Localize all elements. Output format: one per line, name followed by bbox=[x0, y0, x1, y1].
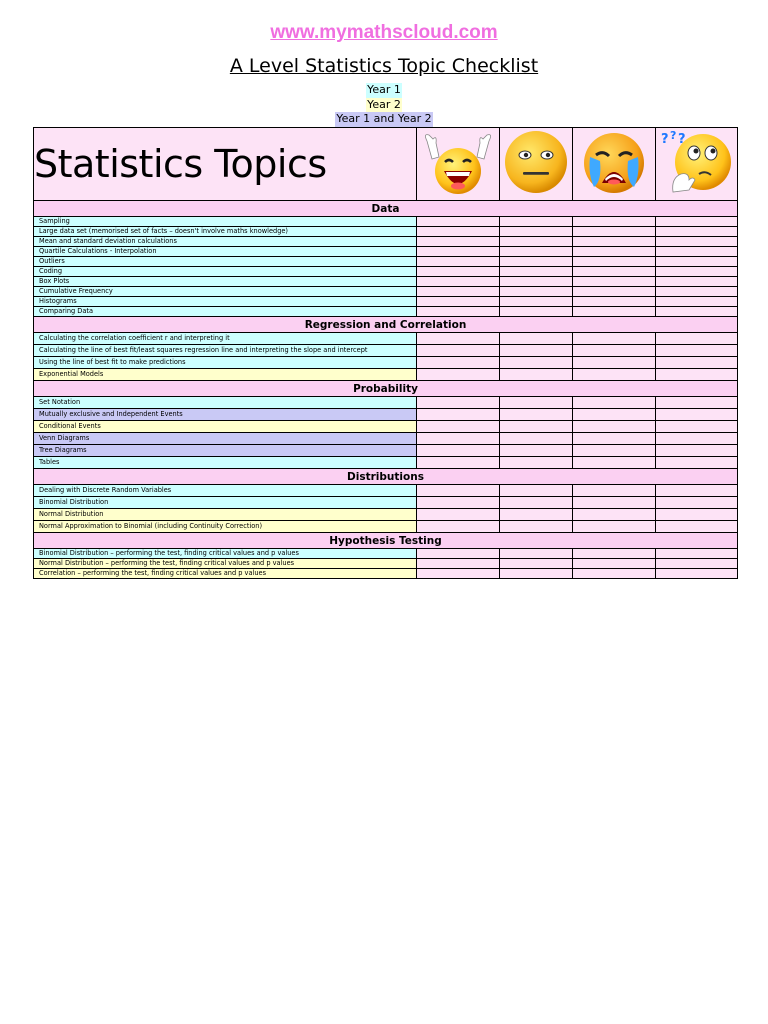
topic-name: Coding bbox=[34, 267, 417, 277]
crying-checkbox-cell[interactable] bbox=[573, 445, 656, 457]
section-title: Probability bbox=[34, 381, 738, 397]
neutral-checkbox-cell[interactable] bbox=[500, 521, 573, 533]
neutral-checkbox-cell[interactable] bbox=[500, 227, 573, 237]
confident-checkbox-cell[interactable] bbox=[417, 357, 500, 369]
crying-checkbox-cell[interactable] bbox=[573, 227, 656, 237]
table-row bbox=[34, 357, 738, 369]
confident-checkbox-cell[interactable] bbox=[417, 485, 500, 497]
confused-checkbox-cell[interactable] bbox=[656, 307, 738, 317]
neutral-checkbox-cell[interactable] bbox=[500, 445, 573, 457]
crying-checkbox-cell[interactable] bbox=[573, 369, 656, 381]
topic-name: Normal Approximation to Binomial (including Continuity Correction) bbox=[34, 521, 417, 533]
crying-checkbox-cell[interactable] bbox=[573, 297, 656, 307]
crying-face-icon bbox=[578, 131, 650, 197]
crying-checkbox-cell[interactable] bbox=[573, 267, 656, 277]
confident-checkbox-cell[interactable] bbox=[417, 433, 500, 445]
crying-checkbox-cell[interactable] bbox=[573, 549, 656, 559]
confused-checkbox-cell[interactable] bbox=[656, 509, 738, 521]
table-row bbox=[34, 333, 738, 345]
section-header-row bbox=[34, 533, 738, 549]
table-row bbox=[34, 227, 738, 237]
crying-checkbox-cell[interactable] bbox=[573, 217, 656, 227]
topic-name: Conditional Events bbox=[34, 421, 417, 433]
confident-checkbox-cell[interactable] bbox=[417, 497, 500, 509]
confused-checkbox-cell[interactable] bbox=[656, 287, 738, 297]
confident-checkbox-cell[interactable] bbox=[417, 569, 500, 579]
confident-checkbox-cell[interactable] bbox=[417, 287, 500, 297]
neutral-checkbox-cell[interactable] bbox=[500, 217, 573, 227]
crying-checkbox-cell[interactable] bbox=[573, 277, 656, 287]
neutral-checkbox-cell[interactable] bbox=[500, 369, 573, 381]
table-row bbox=[34, 559, 738, 569]
topic-name: Tables bbox=[34, 457, 417, 469]
topic-name: Large data set (memorised set of facts – doesn't involve maths knowledge) bbox=[34, 227, 417, 237]
table-row bbox=[34, 217, 738, 227]
neutral-checkbox-cell[interactable] bbox=[500, 433, 573, 445]
table-row bbox=[34, 433, 738, 445]
thinking-face-icon bbox=[659, 130, 735, 198]
crying-checkbox-cell[interactable] bbox=[573, 497, 656, 509]
neutral-checkbox-cell[interactable] bbox=[500, 421, 573, 433]
crying-checkbox-cell[interactable] bbox=[573, 569, 656, 579]
topic-name: Using the line of best fit to make predictions bbox=[34, 357, 417, 369]
table-row bbox=[34, 345, 738, 357]
section-title: Regression and Correlation bbox=[34, 317, 738, 333]
confident-checkbox-cell[interactable] bbox=[417, 217, 500, 227]
table-row bbox=[34, 509, 738, 521]
neutral-checkbox-cell[interactable] bbox=[500, 267, 573, 277]
confused-checkbox-cell[interactable] bbox=[656, 485, 738, 497]
key-year2: Year 2 bbox=[367, 97, 401, 111]
crying-checkbox-cell[interactable] bbox=[573, 257, 656, 267]
section-title: Hypothesis Testing bbox=[34, 533, 738, 549]
table-row bbox=[34, 397, 738, 409]
confused-checkbox-cell[interactable] bbox=[656, 433, 738, 445]
confused-checkbox-cell[interactable] bbox=[656, 445, 738, 457]
confused-checkbox-cell[interactable] bbox=[656, 497, 738, 509]
confused-checkbox-cell[interactable] bbox=[656, 257, 738, 267]
neutral-checkbox-cell[interactable] bbox=[500, 345, 573, 357]
crying-checkbox-cell[interactable] bbox=[573, 559, 656, 569]
neutral-face-icon bbox=[502, 131, 570, 197]
table-row bbox=[34, 237, 738, 247]
confused-checkbox-cell[interactable] bbox=[656, 333, 738, 345]
topic-checklist-table bbox=[33, 127, 738, 579]
confused-checkbox-cell[interactable] bbox=[656, 247, 738, 257]
topic-name: Sampling bbox=[34, 217, 417, 227]
table-header-row bbox=[34, 128, 738, 201]
table-row bbox=[34, 421, 738, 433]
topic-name: Mutually exclusive and Independent Events bbox=[34, 409, 417, 421]
confident-checkbox-cell[interactable] bbox=[417, 267, 500, 277]
table-row bbox=[34, 277, 738, 287]
confident-checkbox-cell[interactable] bbox=[417, 397, 500, 409]
confident-checkbox-cell[interactable] bbox=[417, 333, 500, 345]
confident-checkbox-cell[interactable] bbox=[417, 445, 500, 457]
neutral-checkbox-cell[interactable] bbox=[500, 397, 573, 409]
confident-checkbox-cell[interactable] bbox=[417, 307, 500, 317]
neutral-checkbox-cell[interactable] bbox=[500, 549, 573, 559]
crying-checkbox-cell[interactable] bbox=[573, 345, 656, 357]
neutral-checkbox-cell[interactable] bbox=[500, 247, 573, 257]
confident-checkbox-cell[interactable] bbox=[417, 227, 500, 237]
crying-checkbox-cell[interactable] bbox=[573, 357, 656, 369]
crying-checkbox-cell[interactable] bbox=[573, 307, 656, 317]
confident-checkbox-cell[interactable] bbox=[417, 277, 500, 287]
confused-checkbox-cell[interactable] bbox=[656, 559, 738, 569]
neutral-checkbox-cell[interactable] bbox=[500, 257, 573, 267]
confused-checkbox-cell[interactable] bbox=[656, 549, 738, 559]
crying-checkbox-cell[interactable] bbox=[573, 421, 656, 433]
table-row bbox=[34, 445, 738, 457]
year-key bbox=[0, 83, 768, 127]
page-title: A Level Statistics Topic Checklist bbox=[229, 55, 539, 77]
section-header-row bbox=[34, 317, 738, 333]
crying-checkbox-cell[interactable] bbox=[573, 237, 656, 247]
confused-checkbox-cell[interactable] bbox=[656, 277, 738, 287]
confused-checkbox-cell[interactable] bbox=[656, 369, 738, 381]
confident-checkbox-cell[interactable] bbox=[417, 345, 500, 357]
neutral-column-header bbox=[500, 128, 573, 201]
neutral-checkbox-cell[interactable] bbox=[500, 559, 573, 569]
topic-name: Exponential Models bbox=[34, 369, 417, 381]
confused-checkbox-cell[interactable] bbox=[656, 217, 738, 227]
neutral-checkbox-cell[interactable] bbox=[500, 457, 573, 469]
neutral-checkbox-cell[interactable] bbox=[500, 357, 573, 369]
table-row bbox=[34, 257, 738, 267]
topic-name: Venn Diagrams bbox=[34, 433, 417, 445]
confused-checkbox-cell[interactable] bbox=[656, 357, 738, 369]
confident-checkbox-cell[interactable] bbox=[417, 409, 500, 421]
confident-checkbox-cell[interactable] bbox=[417, 421, 500, 433]
confused-checkbox-cell[interactable] bbox=[656, 227, 738, 237]
topic-name: Set Notation bbox=[34, 397, 417, 409]
neutral-checkbox-cell[interactable] bbox=[500, 287, 573, 297]
table-row bbox=[34, 297, 738, 307]
confident-checkbox-cell[interactable] bbox=[417, 237, 500, 247]
crying-checkbox-cell[interactable] bbox=[573, 333, 656, 345]
crying-checkbox-cell[interactable] bbox=[573, 457, 656, 469]
topic-name: Box Plots bbox=[34, 277, 417, 287]
table-heading: Statistics Topics bbox=[34, 128, 417, 201]
topic-name: Calculating the line of best fit/least squares regression line and interpreting the slope and intercept bbox=[34, 345, 417, 357]
website-link[interactable]: www.mymathscloud.com bbox=[270, 22, 498, 43]
topic-name: Tree Diagrams bbox=[34, 445, 417, 457]
celebrating-face-icon bbox=[419, 131, 497, 197]
confused-column-header bbox=[656, 128, 738, 201]
crying-checkbox-cell[interactable] bbox=[573, 521, 656, 533]
crying-checkbox-cell[interactable] bbox=[573, 397, 656, 409]
table-row bbox=[34, 287, 738, 297]
confused-checkbox-cell[interactable] bbox=[656, 521, 738, 533]
confused-checkbox-cell[interactable] bbox=[656, 267, 738, 277]
confused-checkbox-cell[interactable] bbox=[656, 421, 738, 433]
topic-name: Comparing Data bbox=[34, 307, 417, 317]
table-row bbox=[34, 307, 738, 317]
confused-checkbox-cell[interactable] bbox=[656, 237, 738, 247]
neutral-checkbox-cell[interactable] bbox=[500, 509, 573, 521]
svg-text:?: ? bbox=[660, 132, 669, 147]
table-row bbox=[34, 521, 738, 533]
svg-text:?: ? bbox=[669, 130, 676, 142]
confident-checkbox-cell[interactable] bbox=[417, 559, 500, 569]
table-row bbox=[34, 267, 738, 277]
topic-name: Binomial Distribution bbox=[34, 497, 417, 509]
neutral-checkbox-cell[interactable] bbox=[500, 485, 573, 497]
confused-checkbox-cell[interactable] bbox=[656, 397, 738, 409]
topic-name: Correlation – performing the test, finding critical values and p values bbox=[34, 569, 417, 579]
section-header-row bbox=[34, 201, 738, 217]
topic-name: Normal Distribution bbox=[34, 509, 417, 521]
confident-checkbox-cell[interactable] bbox=[417, 297, 500, 307]
confident-column-header bbox=[417, 128, 500, 201]
crying-checkbox-cell[interactable] bbox=[573, 433, 656, 445]
table-row bbox=[34, 369, 738, 381]
confident-checkbox-cell[interactable] bbox=[417, 457, 500, 469]
confident-checkbox-cell[interactable] bbox=[417, 521, 500, 533]
section-title: Distributions bbox=[34, 469, 738, 485]
topic-name: Cumulative Frequency bbox=[34, 287, 417, 297]
crying-checkbox-cell[interactable] bbox=[573, 247, 656, 257]
topic-name: Histograms bbox=[34, 297, 417, 307]
section-header-row bbox=[34, 381, 738, 397]
neutral-checkbox-cell[interactable] bbox=[500, 333, 573, 345]
topic-name: Dealing with Discrete Random Variables bbox=[34, 485, 417, 497]
crying-checkbox-cell[interactable] bbox=[573, 287, 656, 297]
crying-checkbox-cell[interactable] bbox=[573, 409, 656, 421]
neutral-checkbox-cell[interactable] bbox=[500, 237, 573, 247]
table-row bbox=[34, 497, 738, 509]
neutral-checkbox-cell[interactable] bbox=[500, 569, 573, 579]
table-row bbox=[34, 457, 738, 469]
crying-column-header bbox=[573, 128, 656, 201]
key-year1: Year 1 bbox=[367, 83, 401, 96]
key-year1-and-year2: Year 1 and Year 2 bbox=[336, 112, 432, 125]
confused-checkbox-cell[interactable] bbox=[656, 569, 738, 579]
section-header-row bbox=[34, 469, 738, 485]
table-row bbox=[34, 409, 738, 421]
crying-checkbox-cell[interactable] bbox=[573, 509, 656, 521]
crying-checkbox-cell[interactable] bbox=[573, 485, 656, 497]
topic-name: Outliers bbox=[34, 257, 417, 267]
table-row bbox=[34, 569, 738, 579]
table-row bbox=[34, 549, 738, 559]
confident-checkbox-cell[interactable] bbox=[417, 549, 500, 559]
confused-checkbox-cell[interactable] bbox=[656, 297, 738, 307]
neutral-checkbox-cell[interactable] bbox=[500, 409, 573, 421]
confident-checkbox-cell[interactable] bbox=[417, 509, 500, 521]
section-title: Data bbox=[34, 201, 738, 217]
neutral-checkbox-cell[interactable] bbox=[500, 497, 573, 509]
confused-checkbox-cell[interactable] bbox=[656, 409, 738, 421]
confident-checkbox-cell[interactable] bbox=[417, 247, 500, 257]
topic-name: Normal Distribution – performing the test, finding critical values and p values bbox=[34, 559, 417, 569]
topic-name: Calculating the correlation coefficient r and interpreting it bbox=[34, 333, 417, 345]
neutral-checkbox-cell[interactable] bbox=[500, 277, 573, 287]
confused-checkbox-cell[interactable] bbox=[656, 345, 738, 357]
topic-name: Mean and standard deviation calculations bbox=[34, 237, 417, 247]
topic-name: Quartile Calculations - Interpolation bbox=[34, 247, 417, 257]
confused-checkbox-cell[interactable] bbox=[656, 457, 738, 469]
table-row bbox=[34, 247, 738, 257]
confident-checkbox-cell[interactable] bbox=[417, 369, 500, 381]
neutral-checkbox-cell[interactable] bbox=[500, 307, 573, 317]
confident-checkbox-cell[interactable] bbox=[417, 257, 500, 267]
neutral-checkbox-cell[interactable] bbox=[500, 297, 573, 307]
topic-name: Binomial Distribution – performing the test, finding critical values and p values bbox=[34, 549, 417, 559]
svg-text:?: ? bbox=[677, 132, 686, 147]
table-row bbox=[34, 485, 738, 497]
